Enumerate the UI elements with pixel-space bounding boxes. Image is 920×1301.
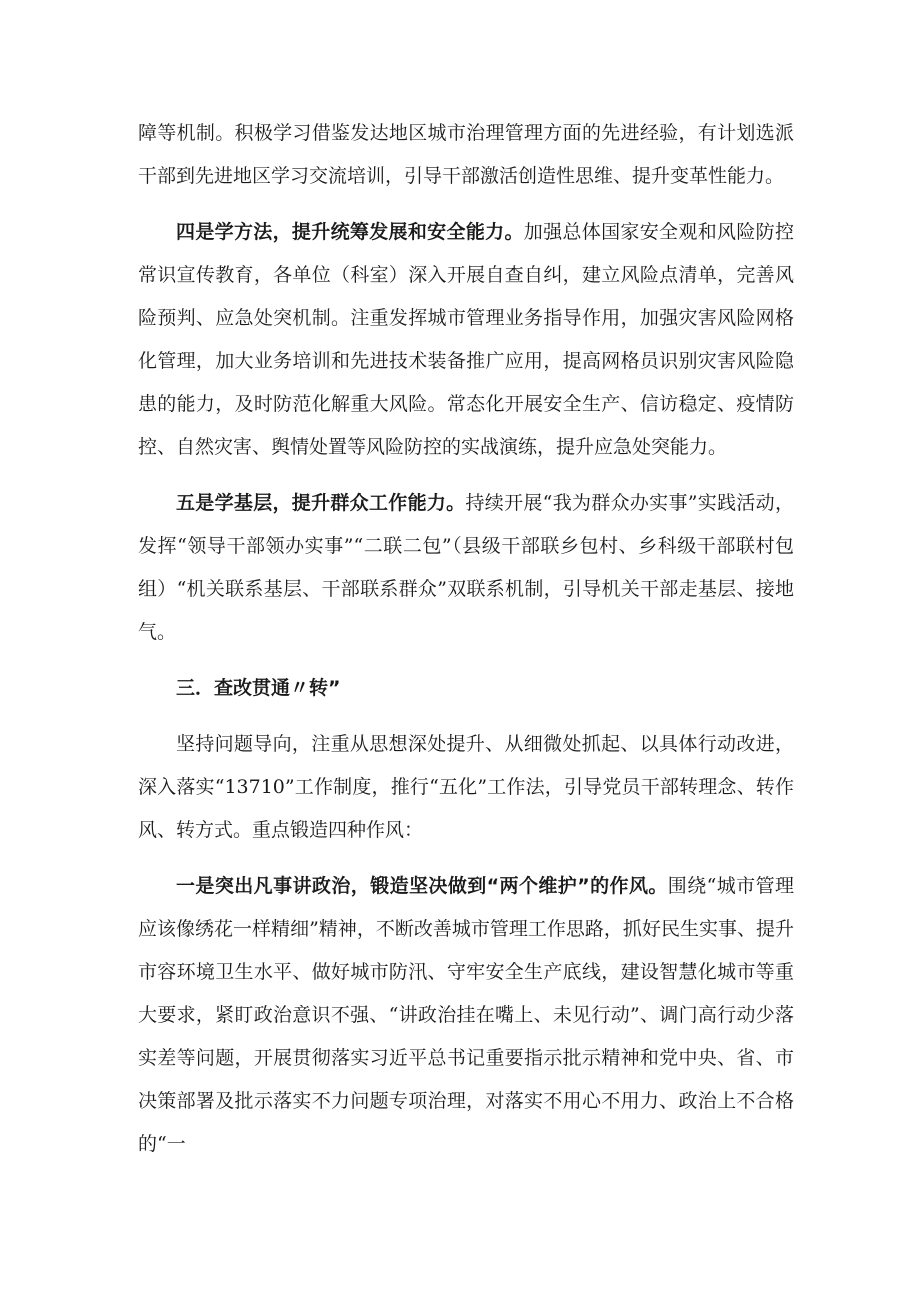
paragraph-learn-methods xyxy=(138,211,794,469)
paragraph-text: 加强总体国家安全观和风险防控常识宣传教育，各单位（科室）深入开展自查自纠，建立风险点清单，完善风险预判、应急处突机制。注重发挥城市管理业务指导作用，加强灾害风险网格化管理，加大业务培训和先进技术装备推广应用，提高网格员识别灾害风险隐患的能力，及时防范化解重大风险。常态化开展安全生产、信访稳定、疫情防控、自然灾害、舆情处置等风险防控的实战演练，提升应急处突能力。 xyxy=(138,221,794,458)
document-body xyxy=(138,112,794,1179)
paragraph-problem-oriented xyxy=(138,723,794,852)
paragraph-text: 坚持问题导向，注重从思想深处提升、从细微处抓起、以具体行动改进，深入落实“13710”工作制度，推行“五化”工作法，引导党员干部转理念、转作风、转方式。重点锻造四种作风： xyxy=(138,733,794,841)
paragraph-text: 持续开展“我为群众办实事”实践活动，发挥“领导干部领办实事”“二联二包”（县级干部联乡包村、乡科级干部联村包组）“机关联系基层、干部联系群众”双联系机制，引导机关干部走基层、接地气。 xyxy=(138,492,794,643)
paragraph-text: 障等机制。积极学习借鉴发达地区城市治理管理方面的先进经验，有计划选派干部到先进地区学习交流培训，引导干部激活创造性思维、提升变革性能力。 xyxy=(138,122,794,187)
paragraph-continuation xyxy=(138,112,794,198)
paragraph-lead: 一是突出凡事讲政治，锻造坚决做到“两个维护”的作风。 xyxy=(176,875,668,897)
paragraph-politics-first xyxy=(138,865,794,1166)
paragraph-text: 围绕“城市管理应该像绣花一样精细”精神，不断改善城市管理工作思路，抓好民生实事、提升市容环境卫生水平、做好城市防汛、守牢安全生产底线，建设智慧化城市等重大要求，紧盯政治意识不强、“讲政治挂在嘴上、未见行动”、调门高行动少落实差等问题，开展贯彻落实习近平总书记重要指示批示精神和党中央、省、市决策部署及批示落实不力问题专项治理，对落实不用心不用力、政治上不合格的“一 xyxy=(138,875,794,1155)
paragraph-lead: 四是学方法，提升统筹发展和安全能力。 xyxy=(176,221,524,243)
section-heading: 三．查改贯通〃转” xyxy=(176,677,341,699)
paragraph-learn-grassroots xyxy=(138,482,794,654)
paragraph-lead: 五是学基层，提升群众工作能力。 xyxy=(176,492,466,514)
